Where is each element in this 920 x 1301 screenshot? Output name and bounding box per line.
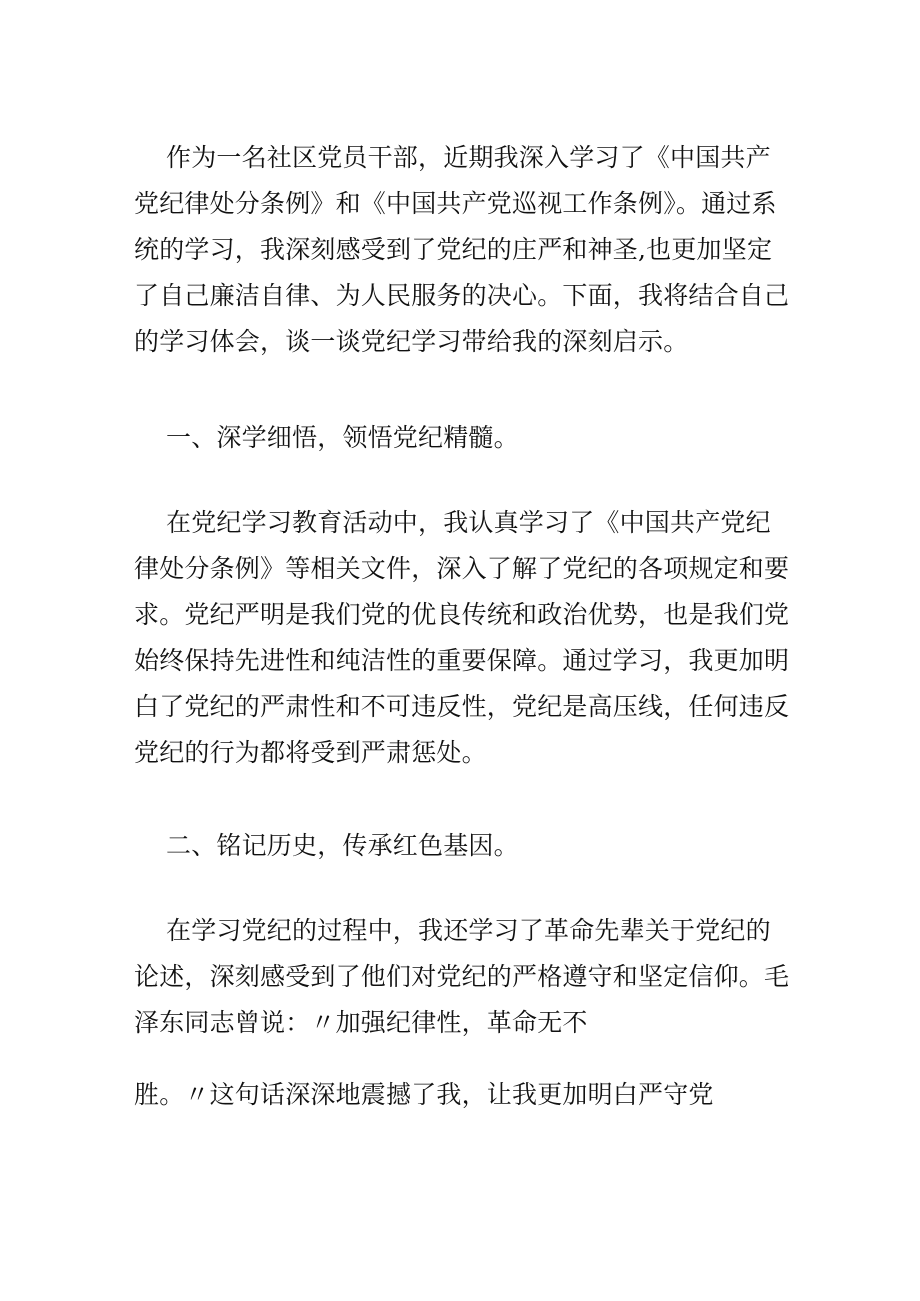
section-heading-1: 一、深学细悟，领悟党纪精髓。 bbox=[166, 423, 519, 452]
section-1-paragraph: 在党纪学习教育活动中，我认真学习了《中国共产党纪律处分条例》等相关文件，深入了解了党纪的各项规定和要求。党纪严明是我们党的优良传统和政治优势，也是我们党始终保持先进性和纯洁性的重要保障。通过学习，我更加明白了党纪的严肃性和不可违反性，党纪是高压线，任何违反党纪的行为都将受到严肃惩处。 bbox=[134, 508, 790, 767]
section-2-paragraph: 在学习党纪的过程中，我还学习了革命先辈关于党纪的论述，深刻感受到了他们对党纪的严格遵守和坚定信仰。毛泽东同志曾说：〃加强纪律性，革命无不 bbox=[134, 916, 790, 1037]
section-heading-2: 二、铭记历史，传承红色基因。 bbox=[166, 831, 519, 860]
section-2-paragraph-continued: 胜。〃这句话深深地震撼了我，让我更加明白严守党 bbox=[134, 1080, 714, 1109]
intro-paragraph: 作为一名社区党员干部，近期我深入学习了《中国共产党纪律处分条例》和《中国共产党巡视工作条例》。通过系统的学习，我深刻感受到了党纪的庄严和神圣,也更加坚定了自己廉洁自律、为人民服务的决心。下面，我将结合自己的学习体会，谈一谈党纪学习带给我的深刻启示。 bbox=[134, 143, 790, 356]
